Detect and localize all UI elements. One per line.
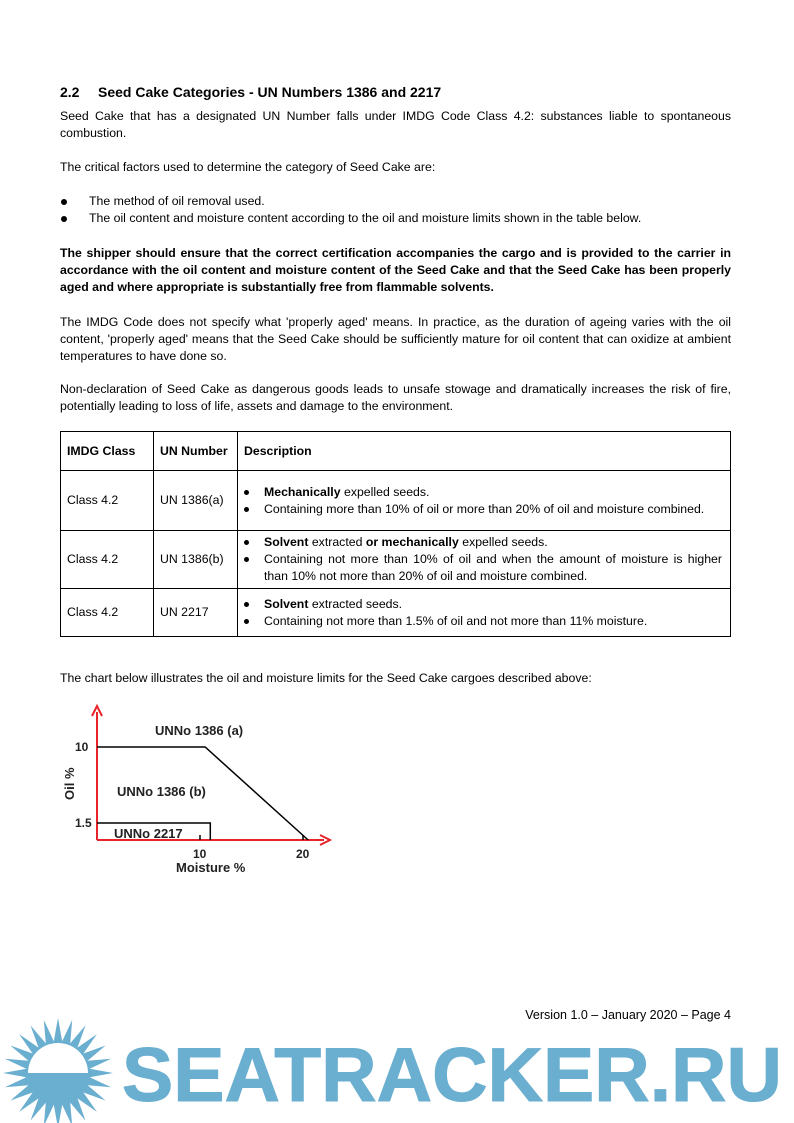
bold-text: Solvent xyxy=(264,596,309,611)
region-label-1386a: UNNo 1386 (a) xyxy=(155,723,244,738)
text: expelled seeds. xyxy=(340,484,430,499)
ageing-paragraph: The IMDG Code does not specify what 'properly aged' means. In practice, as the duration of ageing varies with the oil content, 'properly aged' means that the Seed Cake should be sufficiently mature for oil content that can oxidize at ambient temperatures to have done so. xyxy=(60,315,731,363)
cell-class: Class 4.2 xyxy=(61,531,154,589)
shipper-note: The shipper should ensure that the correct certification accompanies the cargo and is provided to the carrier in accordance with the oil content and moisture content of the Seed Cake and that the Seed Cake has been properly aged and where appropriate is substantially free from flammable solvents. xyxy=(60,246,731,294)
watermark-text: SEATRACKER.RU xyxy=(122,1033,782,1118)
chart-caption: The chart below illustrates the oil and moisture limits for the Seed Cake cargoes described above: xyxy=(60,671,592,685)
x-tick-label: 10 xyxy=(193,847,207,861)
cell-class: Class 4.2 xyxy=(61,589,154,637)
y-tick-label: 1.5 xyxy=(75,816,92,830)
cell-class: Class 4.2 xyxy=(61,471,154,531)
bold-text: or mechanically xyxy=(365,535,459,549)
header-un-number: UN Number xyxy=(154,432,238,471)
list-item: Containing more than 10% of oil or more than 20% of oil and moisture combined. xyxy=(240,501,722,518)
bold-text: Solvent xyxy=(264,535,309,549)
list-item: The oil content and moisture content according to the oil and moisture limits shown in the table below. xyxy=(60,210,641,227)
header-description: Description xyxy=(238,432,731,471)
x-tick-label: 20 xyxy=(296,847,310,861)
intro-paragraph: Seed Cake that has a designated UN Number falls under IMDG Code Class 4.2: substances liable to spontaneous combustion. xyxy=(60,109,731,140)
region-label-2217: UNNo 2217 xyxy=(114,826,183,841)
factors-intro: The critical factors used to determine the category of Seed Cake are: xyxy=(60,160,436,174)
text: extracted seeds. xyxy=(308,596,403,611)
bold-text: Mechanically xyxy=(264,484,341,499)
section-heading: 2.2 Seed Cake Categories - UN Numbers 1386 and 2217 xyxy=(60,84,442,100)
region-label-1386b: UNNo 1386 (b) xyxy=(117,784,206,799)
cell-un: UN 2217 xyxy=(154,589,238,637)
cell-un: UN 1386(b) xyxy=(154,531,238,589)
list-item: The method of oil removal used. xyxy=(60,193,641,210)
nondeclaration-paragraph: Non-declaration of Seed Cake as dangerous goods leads to unsafe stowage and dramatically increases the risk of fire, potentially leading to loss of life, assets and damage to the environment. xyxy=(60,382,731,413)
cell-un: UN 1386(a) xyxy=(154,471,238,531)
text: extracted xyxy=(308,535,366,549)
page-footer: Version 1.0 – January 2020 – Page 4 xyxy=(525,1008,731,1022)
list-item: Containing not more than 10% of oil and when the amount of moisture is higher than 10% not more than 20% of oil and moisture combined. xyxy=(240,551,722,585)
header-imdg-class: IMDG Class xyxy=(61,432,154,471)
y-axis-label: Oil % xyxy=(62,767,77,800)
list-item: Containing not more than 1.5% of oil and not more than 11% moisture. xyxy=(240,613,722,630)
sun-icon xyxy=(3,1018,113,1123)
y-tick-label: 10 xyxy=(75,740,89,754)
x-axis-label: Moisture % xyxy=(176,860,246,875)
text: expelled seeds. xyxy=(458,535,548,549)
